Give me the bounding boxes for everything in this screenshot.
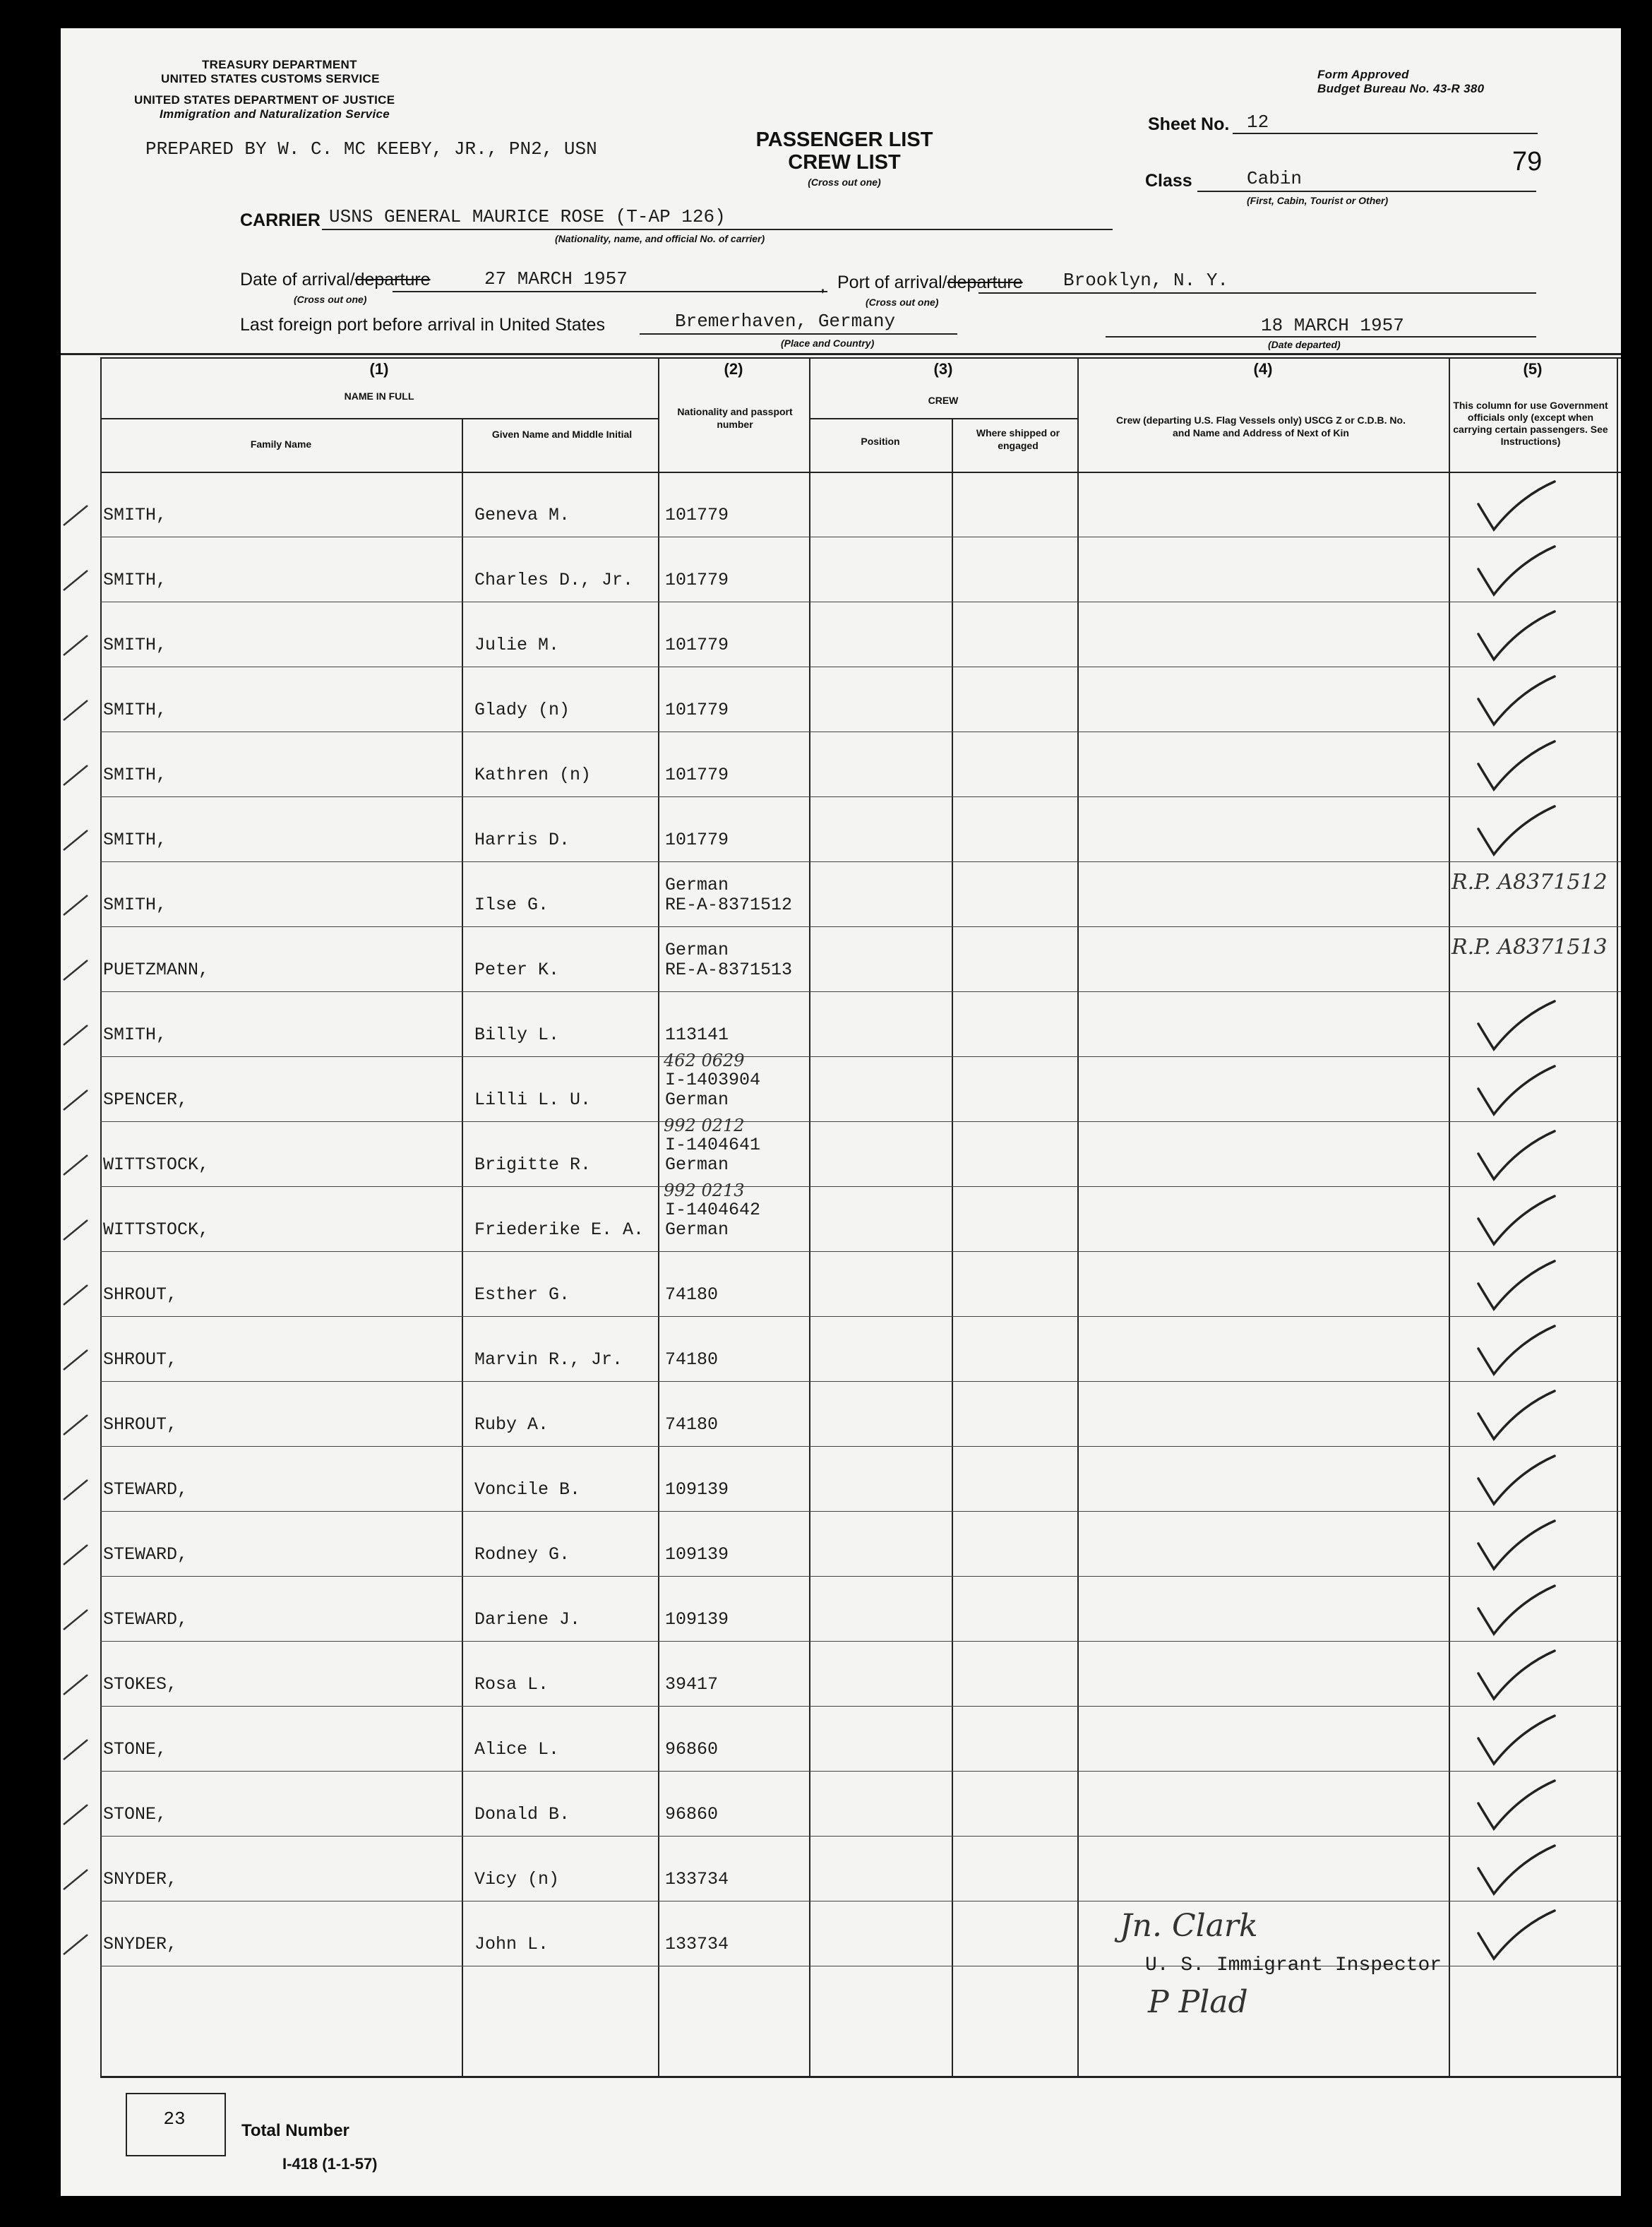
port-label: Port of arrival/departure [837,273,1023,292]
arrival-label: Date of arrival/departure [240,270,431,289]
family-name: SMITH, [103,830,167,850]
arrival-date: 27 MARCH 1957 [484,268,628,289]
passport-number: 101779 [665,830,729,850]
check-mark-icon [1470,1840,1597,1904]
given-name: Alice L. [474,1739,560,1760]
passport-number: 101779 [665,700,729,720]
check-mark-icon [1470,1190,1597,1254]
col5-number: (5) [1523,360,1543,378]
check-mark-icon [1470,801,1597,864]
nationality: I-1404642 [665,1200,761,1220]
margin-tick-icon [61,565,102,600]
check-mark-icon [1470,606,1597,669]
family-name: SHROUT, [103,1414,178,1435]
check-mark-icon [1470,671,1597,734]
family-name: STONE, [103,1804,167,1825]
family-name: STOKES, [103,1674,178,1695]
margin-tick-icon [61,1799,102,1834]
inspector-initials: P Plad [1148,1984,1248,2020]
col-where-shipped: Where shipped or engaged [976,427,1060,451]
passport-number: German [665,1154,729,1175]
given-name: Lilli L. U. [474,1089,592,1110]
passport-number: German [665,1089,729,1110]
passport-number: 101779 [665,570,729,590]
margin-tick-icon [61,1929,102,1964]
check-mark-icon [1470,1515,1597,1579]
margin-tick-icon [61,1864,102,1899]
nationality: German [665,875,729,895]
margin-tick-icon [61,630,102,665]
family-name: SMITH, [103,700,167,720]
official-note: R.P. A8371513 [1452,935,1608,960]
passport-number: 101779 [665,765,729,785]
family-name: SHROUT, [103,1349,178,1370]
col3-number: (3) [933,360,953,378]
check-mark-icon [1470,541,1597,604]
given-name: Friederike E. A. [474,1219,645,1240]
passport-number: 101779 [665,635,729,655]
last-port-label: Last foreign port before arrival in United States [240,315,605,335]
given-name: Marvin R., Jr. [474,1349,623,1370]
family-name: SMITH, [103,635,167,655]
passport-number: 109139 [665,1544,729,1565]
given-name: Voncile B. [474,1479,581,1500]
check-mark-icon [1470,736,1597,799]
class-label: Class [1145,171,1192,191]
given-name: Ruby A. [474,1414,549,1435]
margin-tick-icon [61,695,102,730]
carrier-value: USNS GENERAL MAURICE ROSE (T-AP 126) [329,206,726,227]
passport-number: German [665,1219,729,1240]
passport-number: 113141 [665,1025,729,1045]
dept-customs: UNITED STATES CUSTOMS SERVICE [161,72,380,85]
nationality: I-1403904 [665,1070,761,1090]
passport-number: 96860 [665,1804,719,1825]
total-count: 23 [163,2108,186,2130]
passport-number: 133734 [665,1869,729,1889]
col1-title: NAME IN FULL [344,390,414,402]
col2-title: Nationality and passport number [677,406,793,430]
given-name: Kathren (n) [474,765,592,785]
dept-ins: Immigration and Naturalization Service [160,107,390,121]
check-mark-icon [1470,1061,1597,1124]
page-number: 79 [1512,147,1543,177]
dept-justice: UNITED STATES DEPARTMENT OF JUSTICE [134,93,395,107]
family-name: SNYDER, [103,1869,178,1889]
family-name: SMITH, [103,895,167,915]
margin-tick-icon [61,1020,102,1055]
col4-title: Crew (departing U.S. Flag Vessels only) USCG Z or C.D.B. No. and Name and Address of Next of Kin [1116,414,1406,438]
passport-number: RE-A-8371513 [665,960,793,980]
passport-number: 101779 [665,505,729,525]
given-name: John L. [474,1934,549,1954]
official-note: R.P. A8371512 [1452,870,1608,895]
dept-treasury: TREASURY DEPARTMENT [202,58,357,71]
check-mark-icon [1470,996,1597,1059]
family-name: STEWARD, [103,1544,188,1565]
margin-tick-icon [61,1214,102,1250]
margin-tick-icon [61,760,102,795]
margin-tick-icon [61,1734,102,1769]
check-mark-icon [1470,1320,1597,1384]
check-mark-icon [1470,1645,1597,1709]
nationality: German [665,940,729,960]
check-mark-icon [1470,1385,1597,1449]
given-name: Julie M. [474,635,560,655]
date-departed-hint: (Date departed) [1268,339,1341,350]
family-name: SMITH, [103,505,167,525]
title-crew-list: CREW LIST [788,151,901,174]
document-page: TREASURY DEPARTMENT UNITED STATES CUSTOMS SERVICE UNITED STATES DEPARTMENT OF JUSTICE Immigration and Naturalization Service Form Approved Budget Bureau No. 43-R 380 PREPARED BY W. C. MC KEEBY, JR., PN2, USN PASSENGER LIST CREW LIST (Cross out one) Sheet No. 12 79 Class Cabin (First, Cabin, Tourist or Other) CARRIER USNS GENERAL MAURICE ROSE (T-AP 126) (Nationality, name, and official No. of carrier) Date of arrival/departure 27 MARCH 1957 (Cross out one) , Port of arrival/departure Brooklyn, N. Y. (Cross out one) Last foreign port before arrival in United States Bremerhaven, Germany (Place and Country) 18 MARCH 1957 (Date departed) (1) NAME IN FULL Family Name Given Name and Middle Initial (2) Nationality and passport number (3) CREW Position Where shipped or engaged (4) Crew (departing U.S. Flag Vessels only) USCG Z or C.D.B. No. and Name and Address of Next of Kin (5) This column for use Government officials only (except when carrying certain passengers. See Instructions) SMITH, Geneva M. 101779 SMITH, Charles D., Jr. 101779 SMITH, Julie M. 101779 SMITH, Glady (n) 101779 SMITH, Kathren (n) 101779 SMITH, Harris D. 101779 SMITH, Ilse G. German RE-A-8371512 R.P. A8371512 PUETZMANN, Peter K. German RE-A-8371513 R.P. A8371513 SMITH, Billy L. 113141 SPENCER, Lilli L. U. 462 0629 I-1403904 German WITTSTOCK, Brigitte R. 992 0212 I-1404641 German WITTSTOCK, Friederike E. A. 992 0213 I-1404642 German SHROUT, Esther G. 74180 SHROUT, Marvin R., Jr. 74180 SHROUT, Ruby A. 74180 STEWARD, Voncile B. 109139 STEWARD, Rodney G. 109139 STEWARD, Dariene J. 109139 STOKES, Rosa L. 39417 STONE, Alice L. 96860 STONE, Donald B. 96860 SNYDER, Vicy (n) 133734 SNYDER, John L. 133734 Jn. Clark U. S. Immigrant Inspector P Plad 23 Total Number I-418 (1-1-57) [61,28,1621,2196]
family-name: SMITH, [103,1025,167,1045]
given-name: Charles D., Jr. [474,570,634,590]
margin-tick-icon [61,1085,102,1120]
passport-number: 39417 [665,1674,719,1695]
margin-tick-icon [61,1150,102,1185]
check-mark-icon [1470,1255,1597,1319]
date-departed: 18 MARCH 1957 [1261,315,1404,336]
given-name: Harris D. [474,830,570,850]
margin-tick-icon [61,500,102,535]
given-name: Brigitte R. [474,1154,592,1175]
passport-number: 74180 [665,1284,719,1305]
passport-number: 109139 [665,1479,729,1500]
family-name: SMITH, [103,570,167,590]
family-name: STONE, [103,1739,167,1760]
passport-handwritten: 462 0629 [664,1051,745,1070]
col4-number: (4) [1253,360,1273,378]
total-label: Total Number [241,2121,349,2140]
check-mark-icon [1470,476,1597,539]
passport-number: 109139 [665,1609,729,1630]
col1-number: (1) [369,360,389,378]
given-name: Ilse G. [474,895,549,915]
sheet-label: Sheet No. [1148,114,1230,134]
nationality: I-1404641 [665,1135,761,1155]
last-port-value: Bremerhaven, Germany [675,311,896,332]
class-value: Cabin [1247,168,1303,189]
check-mark-icon [1470,1905,1597,1969]
given-name: Vicy (n) [474,1869,560,1889]
given-name: Glady (n) [474,700,570,720]
margin-tick-icon [61,955,102,990]
sheet-number: 12 [1247,112,1269,133]
inspector-title: U. S. Immigrant Inspector [1145,1954,1442,1976]
class-hint: (First, Cabin, Tourist or Other) [1247,195,1389,206]
given-name: Billy L. [474,1025,560,1045]
last-port-hint: (Place and Country) [781,338,875,349]
title-passenger-list: PASSENGER LIST [755,129,933,151]
check-mark-icon [1470,1450,1597,1514]
passport-handwritten: 992 0213 [664,1181,745,1200]
margin-tick-icon [61,1409,102,1445]
given-name: Esther G. [474,1284,570,1305]
margin-tick-icon [61,825,102,860]
check-mark-icon [1470,1710,1597,1774]
col-given-name: Given Name and Middle Initial [491,429,633,440]
margin-tick-icon [61,1279,102,1315]
margin-tick-icon [61,1669,102,1704]
col2-number: (2) [724,360,743,378]
form-number: I-418 (1-1-57) [282,2155,378,2173]
given-name: Dariene J. [474,1609,581,1630]
passport-number: RE-A-8371512 [665,895,793,915]
family-name: WITTSTOCK, [103,1219,210,1240]
family-name: SNYDER, [103,1934,178,1954]
passport-number: 74180 [665,1349,719,1370]
margin-tick-icon [61,1604,102,1640]
family-name: SPENCER, [103,1089,188,1110]
margin-tick-icon [61,1474,102,1510]
family-name: STEWARD, [103,1479,188,1500]
family-name: SHROUT, [103,1284,178,1305]
margin-tick-icon [61,1344,102,1380]
col-position: Position [861,436,900,447]
family-name: SMITH, [103,765,167,785]
check-mark-icon [1470,1775,1597,1839]
carrier-label: CARRIER [240,210,321,230]
check-mark-icon [1470,1126,1597,1189]
given-name: Rosa L. [474,1674,549,1695]
family-name: STEWARD, [103,1609,188,1630]
arrival-hint: (Cross out one) [294,294,367,305]
col-family-name: Family Name [250,438,312,450]
given-name: Peter K. [474,960,560,980]
passport-number: 74180 [665,1414,719,1435]
margin-tick-icon [61,1539,102,1575]
port-hint: (Cross out one) [866,297,939,308]
port-value: Brooklyn, N. Y. [1063,270,1229,291]
given-name: Geneva M. [474,505,570,525]
inspector-signature: Jn. Clark [1120,1908,1258,1944]
budget-number: Budget Bureau No. 43-R 380 [1317,82,1485,95]
col5-title: This column for use Government officials only (except when carrying certain passengers. See Instructions) [1453,400,1608,447]
given-name: Rodney G. [474,1544,570,1565]
passport-number: 133734 [665,1934,729,1954]
given-name: Donald B. [474,1804,570,1825]
check-mark-icon [1470,1580,1597,1644]
cross-out-note: (Cross out one) [808,177,881,188]
form-approved: Form Approved [1317,68,1409,81]
family-name: WITTSTOCK, [103,1154,210,1175]
margin-tick-icon [61,890,102,925]
family-name: PUETZMANN, [103,960,210,980]
passport-handwritten: 992 0212 [664,1116,745,1135]
passport-number: 96860 [665,1739,719,1760]
col3-title: CREW [928,395,959,406]
carrier-hint: (Nationality, name, and official No. of carrier) [555,233,765,244]
prepared-by: PREPARED BY W. C. MC KEEBY, JR., PN2, USN [145,138,597,160]
